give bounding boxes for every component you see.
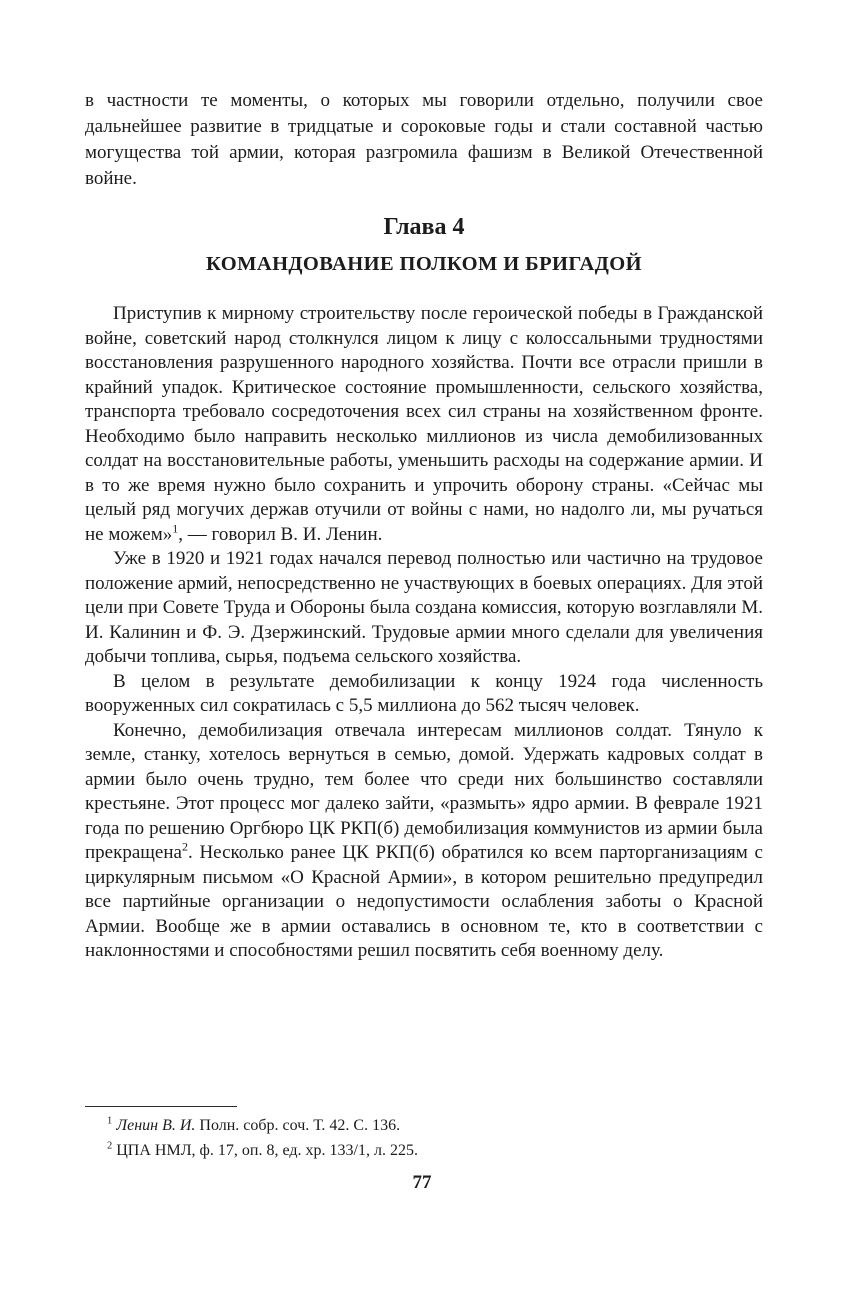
paragraph-text: . Несколько ранее ЦК РКП(б) обратился ко всем парторганизациям с циркулярным письмом «О Красной Армии», в котором решительно предупредил все партийные организации о недопустимости ослабления заботы о Красной Армии. Вообще же в армии оставались в основном те, кто в соответствии с наклонностями и способностями решил посвятить себя военному делу.	[85, 842, 763, 961]
paragraph-text: Приступив к мирному строительству после героической победы в Гражданской войне, советский народ столкнулся лицом к лицу с колоссальными трудностями восстановления разрушенного народного хозяйства. Почти все отрасли пришли в крайний упадок. Критическое состояние промышленности, сельского хозяйства, транспорта требовало сосредоточения всех сил страны на хозяйственном фронте. Необходимо было направить несколько миллионов из числа демобилизованных солдат на восстановительные работы, уменьшить расходы на содержание армии. И в то же время нужно было сохранить и упрочить оборону страны. «Сейчас мы целый ряд могучих держав отучили от войны с нами, но надолго ли, мы ручаться не можем»	[85, 303, 763, 545]
chapter-title: КОМАНДОВАНИЕ ПОЛКОМ И БРИГАДОЙ	[206, 253, 642, 275]
footnote-marker-2: 2	[107, 1140, 113, 1152]
body-paragraph-2: Уже в 1920 и 1921 годах начался перевод полностью или частично на трудовое положение армий, непосредственно не участвующих в боевых операциях. Для этой цели при Совете Труда и Обороны была создана комиссия, которую возглавляли М. И. Калинин и Ф. Э. Дзержинский. Трудовые армии много сделали для увеличения добычи топлива, сырья, подъема сельского хозяйства.	[85, 548, 763, 667]
footnote-ref-1: 1	[172, 521, 179, 536]
body-paragraph-1	[85, 302, 763, 547]
body-text	[85, 302, 763, 964]
body-paragraph-4	[85, 719, 763, 964]
page-content	[85, 88, 763, 1104]
paragraph-continuation: в частности те моменты, о которых мы говорили отдельно, получили свое дальнейшее развитие в тридцатые и сороковые годы и стали составной частью могущества той армии, которая разгромила фашизм в Великой Отечественной войне.	[85, 90, 763, 189]
footnote-text: Полн. собр. соч. Т. 42. С. 136.	[199, 1117, 401, 1134]
paragraph-text: Конечно, демобилизация отвечала интересам миллионов солдат. Тянуло к земле, станку, хотелось вернуться в семью, домой. Удержать кадровых солдат в армии было очень трудно, тем более что среди них большинство составляли крестьяне. Этот процесс мог далеко зайти, «размыть» ядро армии. В феврале 1921 года по решению Оргбюро ЦК РКП(б) демобилизация коммунистов из армии была прекращена	[85, 719, 763, 863]
footnote-ref-2: 2	[181, 839, 188, 854]
footnotes-section	[85, 1106, 763, 1163]
chapter-heading	[85, 212, 763, 278]
page-number: 77	[412, 1172, 432, 1193]
paragraph-text: , — говорил В. И. Ленин.	[178, 523, 383, 545]
chapter-label: Глава 4	[383, 214, 465, 240]
footnote-marker-1: 1	[107, 1115, 113, 1127]
footnote-2	[85, 1139, 763, 1164]
footnote-1	[85, 1114, 763, 1139]
footnote-author: Ленин В. И.	[116, 1117, 196, 1134]
footnote-text: ЦПА НМЛ, ф. 17, оп. 8, ед. хр. 133/1, л. 225.	[116, 1141, 418, 1159]
body-paragraph-3: В целом в результате демобилизации к концу 1924 года численность вооруженных сил сократилась с 5,5 миллиона до 562 тысяч человек.	[85, 670, 763, 716]
footnote-separator	[85, 1106, 237, 1107]
